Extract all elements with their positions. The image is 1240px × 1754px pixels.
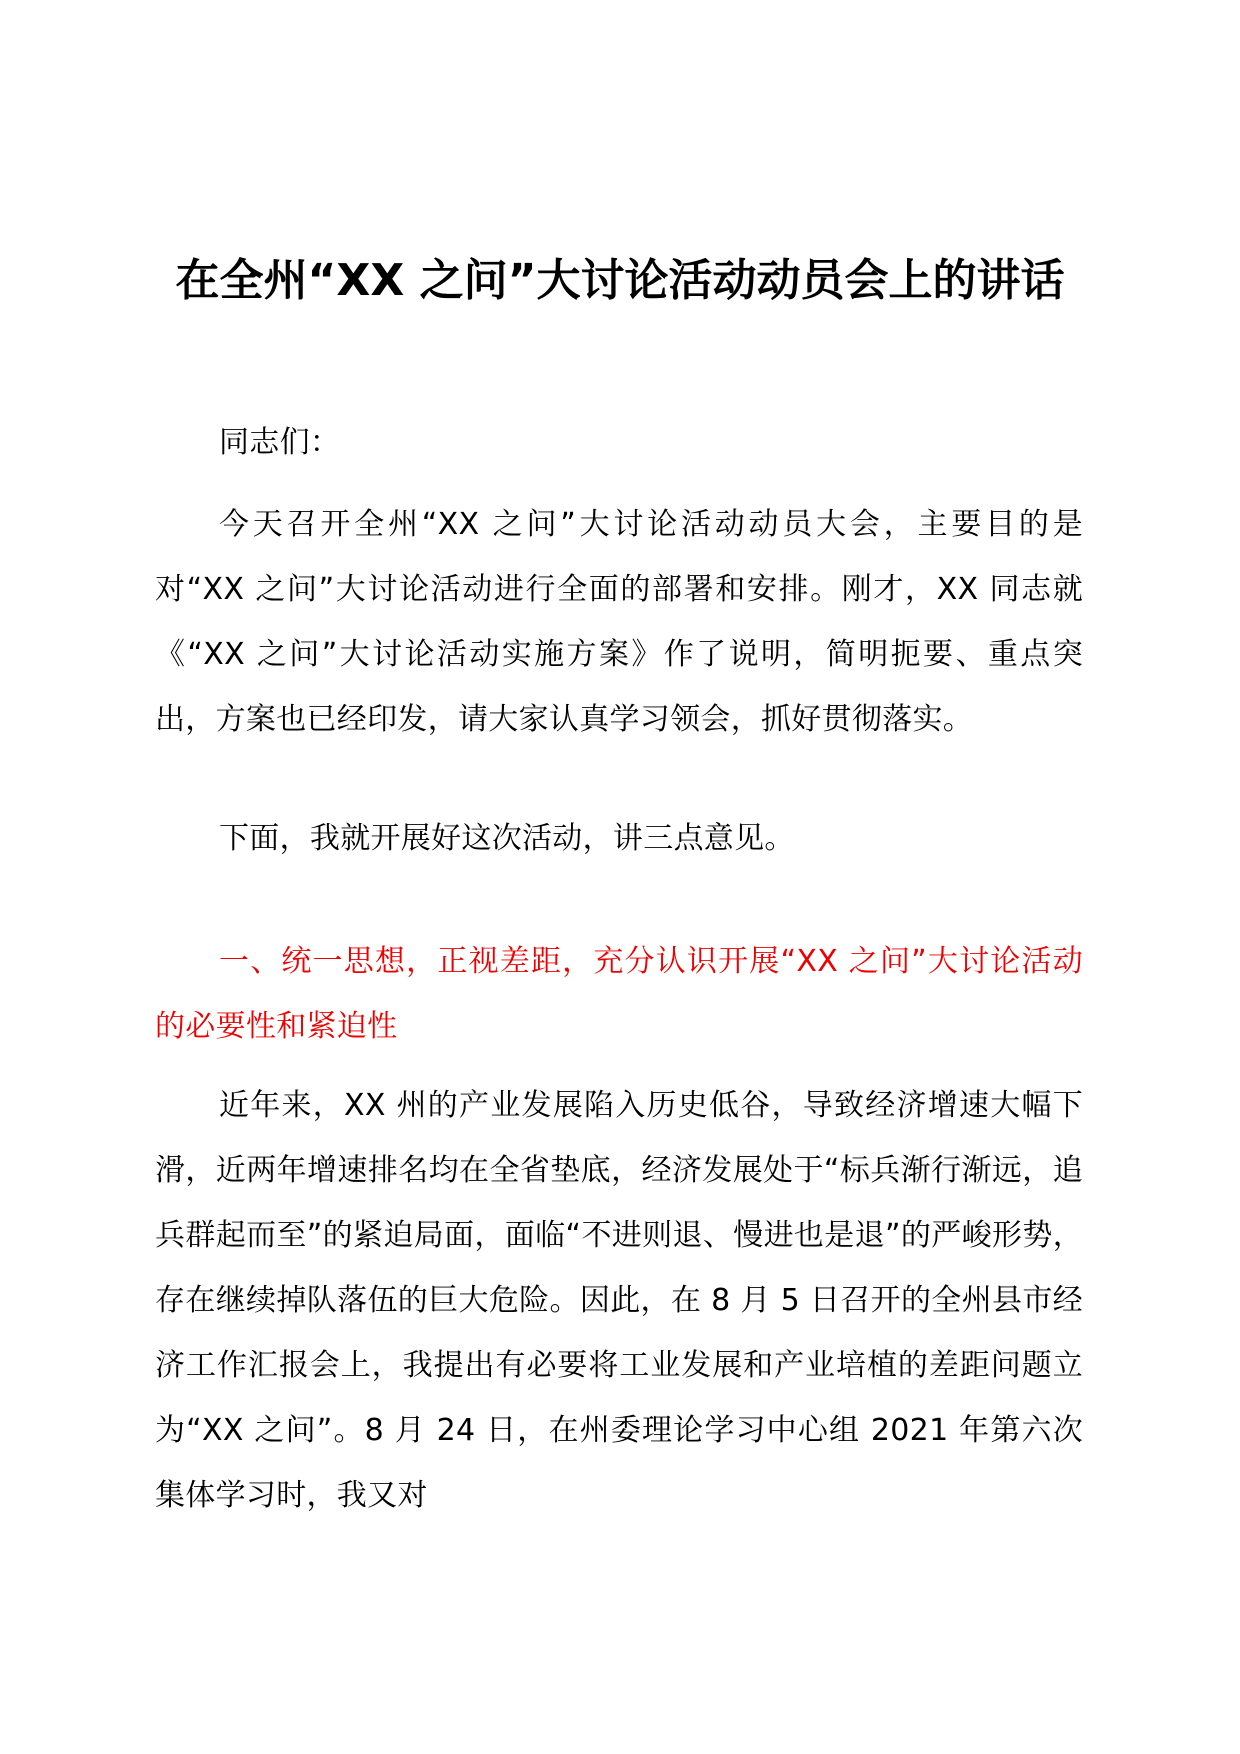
paragraph-intro: 今天召开全州“XX 之问”大讨论活动动员大会，主要目的是对“XX 之问”大讨论活动进行全面的部署和安排。刚才，XX 同志就《“XX 之问”大讨论活动实施方案》作了说明，简明扼要、重点突出，方案也已经印发，请大家认真学习领会，抓好贯彻落实。 xyxy=(155,507,1083,737)
paragraph-section-1-body: 近年来，XX 州的产业发展陷入历史低谷，导致经济增速大幅下滑，近两年增速排名均在全省垫底，经济发展处于“标兵渐行渐远，追兵群起而至”的紧迫局面，面临“不进则退、慢进也是退”的严峻形势，存在继续掉队落伍的巨大危险。因此，在 8 月 5 日召开的全州县市经济工作汇报会上，我提出有必要将工业发展和产业培植的差距问题立为“XX 之问”。8 月 24 日，在州委理论学习中心组 2021 年第六次集体学习时，我又对 xyxy=(155,1088,1083,1513)
paragraph-outline: 下面，我就开展好这次活动，讲三点意见。 xyxy=(219,821,795,856)
greeting: 同志们： xyxy=(219,425,341,460)
section-heading-1: 一、统一思想，正视差距，充分认识开展“XX 之问”大讨论活动的必要性和紧迫性 xyxy=(155,944,1083,1044)
document-title: 在全州“XX 之问”大讨论活动动员会上的讲话 xyxy=(175,255,1065,306)
